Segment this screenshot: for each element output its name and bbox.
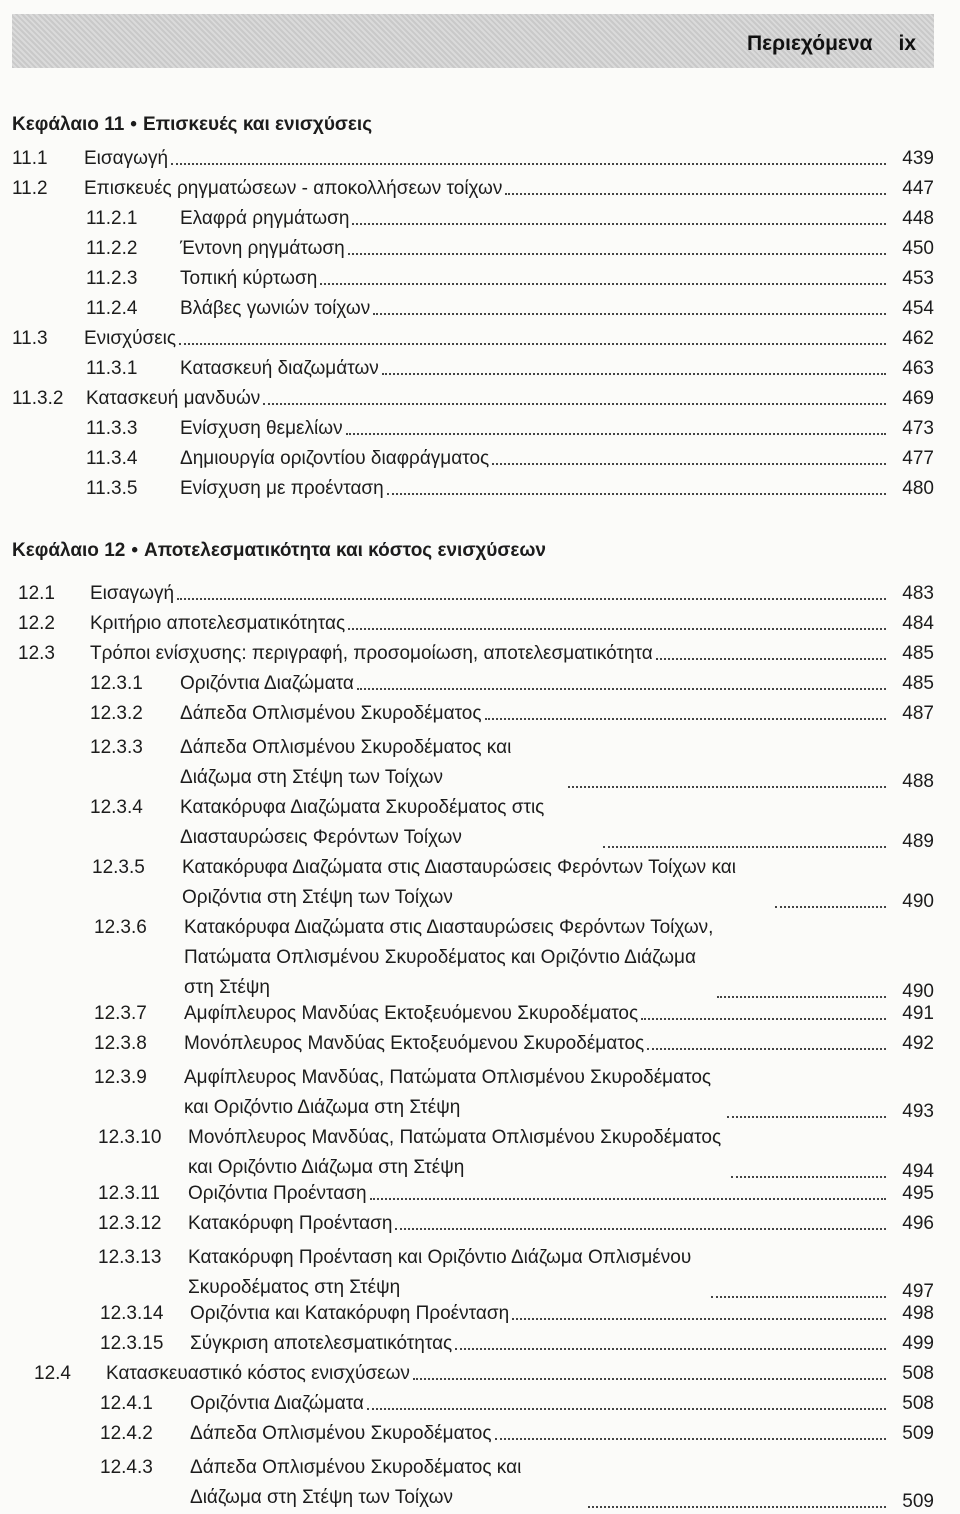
toc-entry [94,1033,934,1055]
page-number: 495 [902,1183,934,1204]
dot-leader [387,492,886,495]
dot-leader [177,597,886,600]
dot-leader [357,687,886,690]
page-number: 487 [902,703,934,724]
section-number: 12.4.1 [100,1393,153,1414]
dot-leader [603,845,886,848]
page-number: 509 [902,1491,934,1512]
dot-leader [641,1017,886,1020]
section-title: Αμφίπλευρος Μανδύας Εκτοξευόμενου Σκυροδέματος [184,1003,639,1024]
dot-leader [775,905,886,908]
section-number: 12.3.12 [98,1213,162,1234]
section-title: Ενίσχυση θεμελίων [180,418,343,439]
page-number: 483 [902,583,934,604]
section-title: Επισκευές ρηγματώσεων - αποκολλήσεων τοίχων [84,178,503,199]
toc-entry [12,148,934,170]
page-number: 448 [902,208,934,229]
section-number: 12.4 [34,1363,71,1384]
page-number: 469 [902,388,934,409]
section-title: Εισαγωγή [84,148,169,169]
dot-leader [367,1407,886,1410]
dot-leader [395,1227,886,1230]
toc-entry [86,448,934,470]
page-number: 494 [902,1161,934,1182]
toc-entry [100,1333,934,1355]
section-title: Οριζόντια Διαζώματα [190,1393,364,1414]
dot-leader [263,402,886,405]
dot-leader [568,785,886,788]
section-title: Κατασκευή μανδυών [86,388,261,409]
dot-leader [413,1377,886,1380]
section-number: 11.3.2 [12,388,64,409]
section-title: Δημιουργία οριζοντίου διαφράγματος [180,448,490,469]
section-number: 11.2.3 [86,268,138,289]
section-number: 12.1 [18,583,55,604]
page-number: 488 [902,771,934,792]
chapter-label: Κεφάλαιο 12 [12,540,126,561]
toc-entry [12,328,934,350]
page-number: 439 [902,148,934,169]
section-title: Κριτήριο αποτελεσματικότητας [90,613,346,634]
section-number: 12.3 [18,643,55,664]
dot-leader [495,1437,886,1440]
section-title: Δάπεδα Οπλισμένου Σκυροδέματος [180,703,482,724]
section-number: 12.3.15 [100,1333,164,1354]
section-title: Μονόπλευρος Μανδύας, Πατώματα Οπλισμένου Σκυροδέματος και Οριζόντιο Διάζωμα στη Στέψη [188,1127,722,1178]
section-number: 12.2 [18,613,55,634]
toc-entry [100,1453,934,1513]
toc-entry [18,643,934,665]
toc-entry [98,1123,934,1183]
section-number: 12.3.1 [90,673,143,694]
toc-entry [86,208,934,230]
page-number: 497 [902,1281,934,1302]
section-title: Οριζόντια Προένταση [188,1183,367,1204]
page-number: 454 [902,298,934,319]
section-number: 12.3.6 [94,917,147,938]
section-number: 11.3 [12,328,48,349]
section-number: 12.3.11 [98,1183,160,1204]
section-number: 12.3.14 [100,1303,164,1324]
dot-leader [731,1175,886,1178]
chapter-title: Επισκευές και ενισχύσεις [142,114,373,135]
page-number: 498 [902,1303,934,1324]
running-header [12,14,934,68]
chapter-bullet: • [131,540,138,561]
toc-entry [12,178,934,200]
dot-leader [348,627,886,630]
section-title: Κατακόρυφα Διαζώματα Σκυροδέματος στις Διασταυρώσεις Φερόντων Τοίχων [180,797,545,848]
section-title: Ενίσχυση με προένταση [180,478,384,499]
page-number: 491 [902,1003,934,1024]
toc-entry [98,1213,934,1235]
toc-entry [94,1003,934,1025]
page-number: 485 [902,673,934,694]
page-number: 450 [902,238,934,259]
section-title: Ενισχύσεις [84,328,177,349]
page-number: 462 [902,328,934,349]
dot-leader [485,717,886,720]
toc-entry [98,1183,934,1205]
dot-leader [727,1115,886,1118]
section-number: 11.3.4 [86,448,138,469]
section-number: 11.3.1 [86,358,138,379]
section-number: 11.2.1 [86,208,138,229]
dot-leader [711,1295,886,1298]
dot-leader [492,462,886,465]
section-title: Δάπεδα Οπλισμένου Σκυροδέματος [190,1423,492,1444]
chapter-bullet: • [130,114,137,135]
page-number: 485 [902,643,934,664]
section-title: Εισαγωγή [90,583,175,604]
toc-entry [100,1423,934,1445]
page-number: 489 [902,831,934,852]
page-number: 473 [902,418,934,439]
section-number: 12.3.2 [90,703,143,724]
toc-entry [86,268,934,290]
section-title: Κατασκευαστικό κόστος ενισχύσεων [106,1363,410,1384]
page-number: 463 [902,358,934,379]
section-title: Κατακόρυφη Προένταση και Οριζόντιο Διάζωμα Οπλισμένου Σκυροδέματος στη Στέψη [188,1247,692,1298]
section-number: 11.2.4 [86,298,138,319]
section-title: Αμφίπλευρος Μανδύας, Πατώματα Οπλισμένου Σκυροδέματος και Οριζόντιο Διάζωμα στη Στέψη [184,1067,712,1118]
page-number: 490 [902,891,934,912]
section-number: 11.2 [12,178,48,199]
toc-entry [86,238,934,260]
header-page-number: ix [898,32,916,55]
section-number: 12.4.2 [100,1423,153,1444]
section-number: 12.4.3 [100,1457,153,1478]
toc-entry [18,613,934,635]
chapter-title: Αποτελεσματικότητα και κόστος ενισχύσεων [143,540,546,561]
dot-leader [346,432,886,435]
chapter-12-heading [12,540,546,562]
section-number: 11.2.2 [86,238,138,259]
dot-leader [455,1347,886,1350]
page-number: 477 [902,448,934,469]
section-title: Βλάβες γωνιών τοίχων [180,298,371,319]
section-title: Οριζόντια Διαζώματα [180,673,354,694]
dot-leader [373,312,886,315]
section-title: Κατακόρυφη Προένταση [188,1213,393,1234]
section-number: 12.3.8 [94,1033,147,1054]
dot-leader [370,1197,886,1200]
dot-leader [647,1047,886,1050]
section-title: Κατασκευή διαζωμάτων [180,358,379,379]
section-number: 12.3.9 [94,1067,147,1088]
section-title: Μονόπλευρος Μανδύας Εκτοξευόμενου Σκυροδέματος [184,1033,645,1054]
section-title: Κατακόρυφα Διαζώματα στις Διασταυρώσεις Φερόντων Τοίχων, Πατώματα Οπλισμένου Σκυροδέματος και Οριζόντιο Διάζωμα στη Στέψη [184,917,714,998]
dot-leader [656,657,886,660]
page-number: 508 [902,1363,934,1384]
section-number: 11.1 [12,148,48,169]
toc-entry [94,1063,934,1123]
toc-entry [100,1303,934,1325]
section-title: Σύγκριση αποτελεσματικότητας [190,1333,453,1354]
section-title: Δάπεδα Οπλισμένου Σκυροδέματος και Διάζωμα στη Στέψη των Τοίχων [190,1457,522,1508]
page-number: 490 [902,981,934,1002]
section-number: 12.3.13 [98,1247,162,1268]
toc-entry [18,583,934,605]
toc-entry [94,913,934,1003]
dot-leader [382,372,886,375]
dot-leader [512,1317,886,1320]
section-title: Τρόποι ενίσχυσης: περιγραφή, προσομοίωση, αποτελεσματικότητα [90,643,653,664]
section-title: Έντονη ρηγμάτωση [180,238,345,259]
toc-entry [86,418,934,440]
page-number: 453 [902,268,934,289]
page-number: 480 [902,478,934,499]
toc-entry [86,478,934,500]
dot-leader [348,252,886,255]
dot-leader [505,192,886,195]
page-number: 493 [902,1101,934,1122]
toc-entry [86,298,934,320]
header-text [747,32,916,56]
page-number: 492 [902,1033,934,1054]
page-number: 484 [902,613,934,634]
toc-entry [86,358,934,380]
page-number: 496 [902,1213,934,1234]
toc-entry [100,1393,934,1415]
page-number: 499 [902,1333,934,1354]
toc-entry [34,1363,934,1385]
dot-leader [588,1505,886,1508]
dot-leader [179,342,886,345]
section-number: 12.3.4 [90,797,143,818]
toc-entry [90,793,934,853]
section-title: Κατακόρυφα Διαζώματα στις Διασταυρώσεις Φερόντων Τοίχων και Οριζόντια στη Στέψη των Τοίχων [182,857,736,908]
section-number: 11.3.5 [86,478,138,499]
dot-leader [352,222,886,225]
page-number: 508 [902,1393,934,1414]
section-number: 11.3.3 [86,418,138,439]
chapter-label: Κεφάλαιο 11 [12,114,125,135]
section-title: Δάπεδα Οπλισμένου Σκυροδέματος και Διάζωμα στη Στέψη των Τοίχων [180,737,512,788]
section-number: 12.3.3 [90,737,143,758]
section-title: Τοπική κύρτωση [180,268,318,289]
toc-entry [90,703,934,725]
page-number: 509 [902,1423,934,1444]
toc-entry [90,733,934,793]
toc-entry [98,1243,934,1303]
section-number: 12.3.5 [92,857,145,878]
toc-entry [12,388,934,410]
section-title: Οριζόντια και Κατακόρυφη Προένταση [190,1303,510,1324]
dot-leader [171,162,886,165]
header-title: Περιεχόμενα [746,32,873,55]
toc-entry [92,853,934,913]
dot-leader [717,995,886,998]
chapter-11-heading [12,114,372,136]
section-number: 12.3.10 [98,1127,162,1148]
dot-leader [320,282,886,285]
page-number: 447 [902,178,934,199]
section-number: 12.3.7 [94,1003,147,1024]
section-title: Ελαφρά ρηγμάτωση [180,208,350,229]
toc-entry [90,673,934,695]
